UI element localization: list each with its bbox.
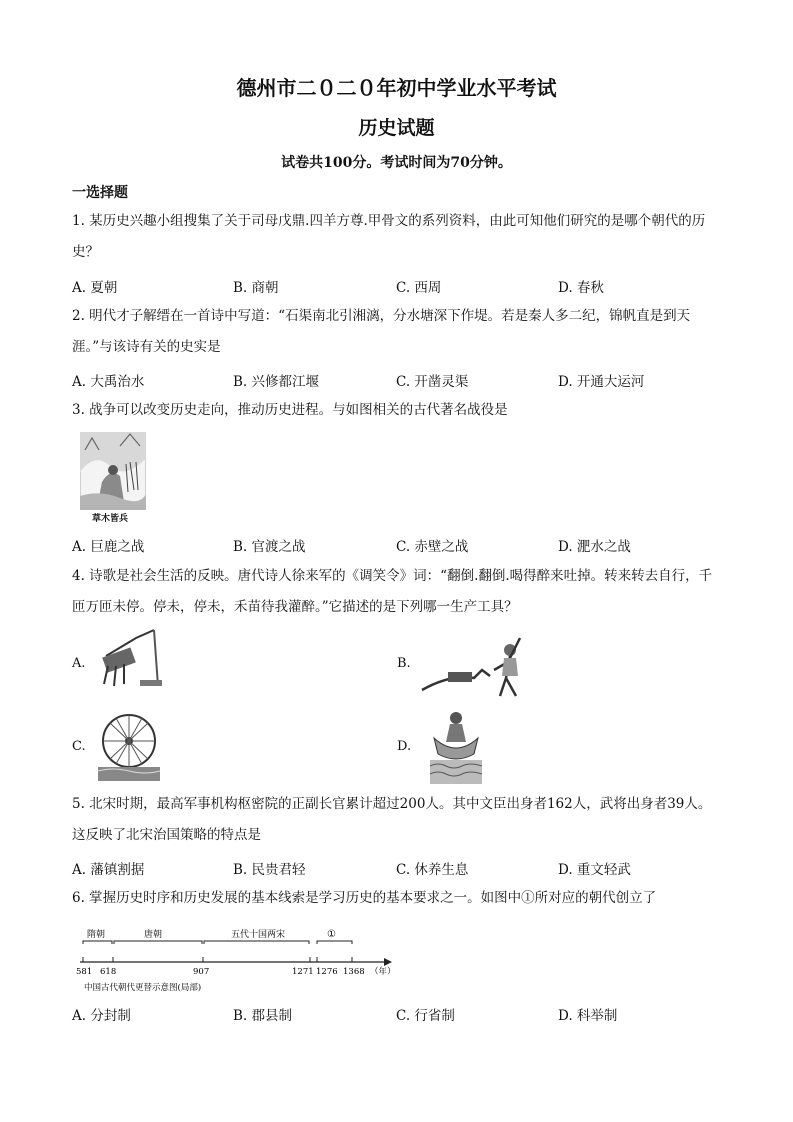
exam-title: 德州市二０二０年初中学业水平考试: [236, 76, 557, 100]
option-b[interactable]: B. 郡县制: [233, 1008, 293, 1024]
timeline-caption: 中国古代朝代更替示意图(局部): [84, 983, 202, 993]
option-d[interactable]: D. 淝水之战: [558, 539, 631, 555]
option-d[interactable]: D. 开通大运河: [558, 374, 645, 390]
question-6-stem: 6. 掌握历史时序和历史发展的基本线索是学习历史的基本要求之一。如图中①所对应的朝代创立了: [72, 890, 657, 906]
period-label: 隋朝: [87, 930, 106, 940]
year-label: 1271: [292, 967, 314, 977]
period-label: 五代十国两宋: [231, 930, 286, 940]
year-label: 1276: [316, 967, 338, 977]
year-label: 581: [76, 967, 93, 977]
question-2-options: [72, 370, 724, 390]
option-c[interactable]: C. 休养生息: [396, 862, 469, 878]
question-1-stem: 1. 某历史兴趣小组搜集了关于司母戊鼎.四羊方尊.甲骨文的系列资料，由此可知他们研究的是哪个朝代的历史？: [72, 213, 706, 260]
axis-unit: （年）: [370, 967, 396, 977]
option-c[interactable]: C.: [72, 739, 86, 754]
dynasty-timeline: [74, 924, 404, 996]
option-d[interactable]: D. 重文轻武: [558, 862, 631, 878]
option-d[interactable]: D. 春秋: [558, 280, 604, 296]
option-c[interactable]: C. 行省制: [396, 1008, 455, 1024]
question-2-stem: 2. 明代才子解缙在一首诗中写道：“石渠南北引湘漓，分水塘深下作堤。若是秦人多二纪，锦帆直是到天涯。”与该诗有关的史实是: [72, 308, 691, 355]
question-3-stem: 3. 战争可以改变历史走向，推动历史进程。与如图相关的古代著名战役是: [72, 402, 508, 418]
option-b[interactable]: B. 民贵君轻: [233, 862, 306, 878]
option-b[interactable]: B. 官渡之战: [233, 539, 306, 555]
option-a[interactable]: A. 夏朝: [72, 280, 118, 296]
period-label: 唐朝: [144, 930, 163, 940]
bucket-tool-image[interactable]: [430, 708, 482, 784]
option-c[interactable]: C. 西周: [396, 280, 442, 296]
option-b[interactable]: B. 商朝: [233, 280, 279, 296]
year-label: 618: [100, 967, 117, 977]
section-heading: 一选择题: [72, 185, 128, 201]
question-4-stem: 4. 诗歌是社会生活的反映。唐代诗人徐来军的《调笑令》词：“翻倒.翻倒.喝得醉来吐掉。转来转去自行，千匝万匝未停。停未，停未，禾苗待我灌醉。”它描述的是下列哪一生产工具？: [72, 568, 713, 615]
year-label: 907: [193, 967, 210, 977]
option-c[interactable]: C. 赤壁之战: [396, 539, 469, 555]
option-a[interactable]: A. 巨鹿之战: [72, 539, 145, 555]
option-d[interactable]: D.: [397, 739, 412, 754]
period-label: ①: [327, 929, 336, 940]
plough-tool-image[interactable]: [420, 624, 532, 700]
exam-subject: 历史试题: [358, 117, 435, 139]
exam-note: 试卷共100分。考试时间为70分钟。: [281, 155, 512, 171]
water-wheel-tool-image[interactable]: [98, 711, 160, 781]
year-label: 1368: [343, 967, 365, 977]
option-b[interactable]: B.: [397, 656, 411, 671]
option-a[interactable]: A.: [72, 656, 86, 671]
option-c[interactable]: C. 开凿灵渠: [396, 374, 469, 390]
question-1-options: [72, 276, 724, 296]
question-6-options: [72, 1004, 724, 1024]
question-5-options: [72, 858, 724, 878]
question-5-stem: 5. 北宋时期，最高军事机构枢密院的正副长官累计超过200人。其中文臣出身者162人，武将出身者39人。这反映了北宋治国策略的特点是: [72, 796, 712, 843]
option-a[interactable]: A. 藩镇割据: [72, 862, 145, 878]
option-a[interactable]: A. 大禹治水: [72, 374, 145, 390]
question-3-options: [72, 535, 724, 555]
seed-drill-tool-image[interactable]: [96, 626, 168, 690]
option-d[interactable]: D. 科举制: [558, 1008, 618, 1024]
image-caption: 草木皆兵: [92, 514, 129, 524]
option-a[interactable]: A. 分封制: [72, 1008, 131, 1024]
soldiers-illustration-image: [80, 432, 146, 510]
option-b[interactable]: B. 兴修都江堰: [233, 374, 320, 390]
